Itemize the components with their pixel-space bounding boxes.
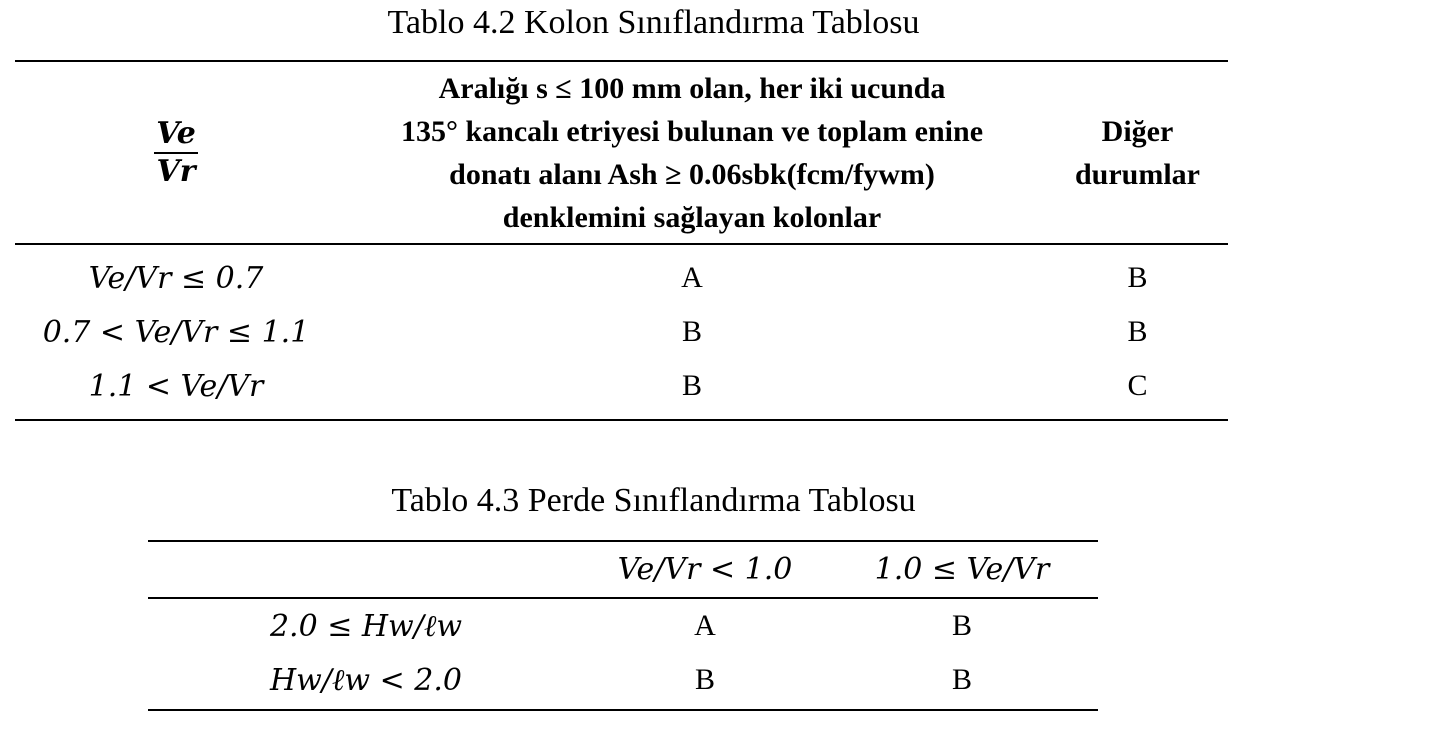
table1-caption: Tablo 4.2 Kolon Sınıflandırma Tablosu [387, 4, 920, 41]
class-cell: C [1127, 369, 1148, 402]
table-row [15, 305, 1228, 359]
condition-cell: Hw/ℓw < 2.0 [269, 662, 463, 698]
class-cell: B [1127, 315, 1148, 348]
header-line: Aralığı s ≤ 100 mm olan, her iki ucunda [438, 71, 946, 105]
ratio-ge-header: 1.0 ≤ Ve/Vr [874, 552, 1050, 587]
header-line: durumlar [1074, 157, 1200, 191]
condition-cell: 0.7 < Ve/Vr ≤ 1.1 [42, 314, 310, 350]
table2-caption: Tablo 4.3 Perde Sınıflandırma Tablosu [391, 482, 916, 519]
other-cases-header [1047, 61, 1228, 244]
header-line: donatı alanı Ash ≥ 0.06sbk(fcm/fywm) [449, 157, 935, 191]
ratio-numerator: Ve [154, 116, 198, 154]
class-cell: A [681, 261, 703, 294]
condition-cell: Ve/Vr ≤ 0.7 [88, 260, 264, 296]
class-cell: B [1127, 261, 1148, 294]
table-row [148, 598, 1098, 653]
empty-header-cell [148, 541, 584, 598]
ratio-header [15, 61, 337, 244]
table-row [15, 359, 1228, 420]
confined-columns-header [337, 61, 1047, 244]
column-classification-table [15, 60, 1228, 421]
table-row [148, 653, 1098, 710]
table1-header-row [15, 61, 1228, 244]
ratio-fraction [154, 116, 198, 190]
condition-cell: 1.1 < Ve/Vr [88, 368, 264, 404]
class-cell: B [694, 663, 715, 696]
class-cell: B [681, 315, 702, 348]
condition-cell: 2.0 ≤ Hw/ℓw [269, 608, 463, 644]
ratio-denominator: Vr [156, 153, 196, 189]
class-cell: B [951, 663, 972, 696]
ratio-lt-header: Ve/Vr < 1.0 [617, 552, 793, 587]
table2-header-row [148, 541, 1098, 598]
class-cell: B [951, 609, 972, 642]
wall-classification-table [148, 540, 1098, 711]
table-row [15, 244, 1228, 305]
header-line: Diğer [1101, 114, 1174, 148]
class-cell: A [694, 609, 716, 642]
header-line: denklemini sağlayan kolonlar [502, 200, 882, 234]
class-cell: B [681, 369, 702, 402]
header-line: 135° kancalı etriyesi bulunan ve toplam enine [400, 114, 984, 148]
